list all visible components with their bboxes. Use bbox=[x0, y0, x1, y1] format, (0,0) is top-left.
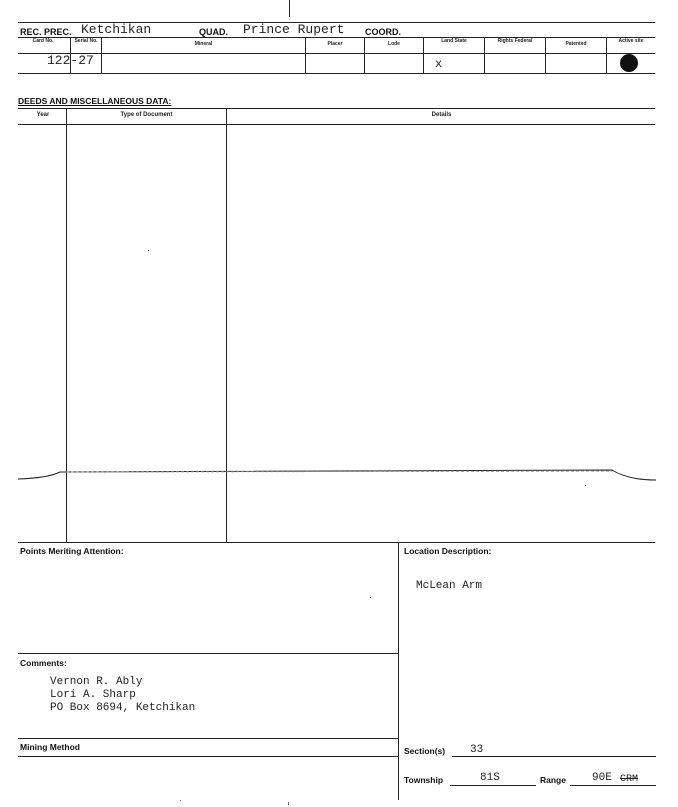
col-header-lode: Lode bbox=[388, 41, 400, 47]
col-header-serial-no: Serial No. bbox=[74, 38, 98, 44]
bottom-section-top-rule bbox=[18, 542, 655, 543]
quad-value: Prince Rupert bbox=[243, 22, 345, 37]
col-header-land-state: Land State bbox=[441, 38, 467, 44]
mining-method-underline bbox=[18, 756, 398, 757]
rec-prec-label: REC. PREC. bbox=[20, 27, 72, 37]
mining-method-top-rule bbox=[18, 738, 398, 739]
scan-speck bbox=[585, 485, 586, 486]
col-header-patented: Patented bbox=[565, 41, 587, 47]
scan-speck bbox=[288, 802, 289, 805]
coord-label: COORD. bbox=[365, 27, 401, 37]
section-fill-line bbox=[452, 756, 656, 757]
active-site-dot-icon bbox=[620, 54, 638, 72]
scan-speck bbox=[180, 800, 181, 801]
township-fill-line bbox=[450, 785, 536, 786]
deeds-col-type: Type of Document bbox=[120, 112, 173, 118]
township-value: 81S bbox=[480, 772, 500, 784]
top-tick-mark bbox=[289, 0, 290, 17]
col-header-card-no: Card No. bbox=[32, 38, 54, 44]
deeds-col-year: Year bbox=[36, 112, 50, 118]
col-header-active-site: Active site bbox=[618, 38, 644, 44]
township-label: Township bbox=[404, 775, 444, 785]
quad-label: QUAD. bbox=[199, 27, 228, 37]
comment-line: PO Box 8694, Ketchikan bbox=[50, 702, 196, 714]
comments-top-rule bbox=[18, 653, 398, 654]
deeds-section-title: DEEDS AND MISCELLANEOUS DATA: bbox=[18, 96, 172, 106]
meridian-value: CRM bbox=[620, 774, 639, 785]
claim-table-top-rule bbox=[18, 37, 655, 38]
col-header-mineral: Mineral bbox=[194, 41, 213, 47]
range-value: 90E bbox=[592, 772, 612, 784]
range-fill-line bbox=[570, 785, 656, 786]
comment-line: Lori A. Sharp bbox=[50, 689, 136, 701]
deeds-col-details: Details bbox=[431, 112, 452, 118]
deeds-header-rule bbox=[18, 124, 655, 125]
location-description-title: Location Description: bbox=[404, 546, 492, 556]
land-state-mark: x bbox=[435, 57, 443, 71]
location-description-value: McLean Arm bbox=[416, 580, 483, 592]
col-header-rights-federal: Rights Federal bbox=[497, 38, 533, 44]
claim-col-divider bbox=[606, 37, 607, 73]
claim-table-header-rule bbox=[18, 53, 655, 54]
scan-speck bbox=[148, 250, 149, 251]
points-meriting-title: Points Meriting Attention: bbox=[20, 546, 124, 556]
range-label: Range bbox=[540, 775, 566, 785]
card-no-value: 122-27 bbox=[47, 53, 94, 68]
mining-method-title: Mining Method bbox=[20, 742, 80, 752]
scan-speck bbox=[370, 597, 371, 598]
claim-table-bottom-rule bbox=[18, 73, 655, 74]
section-value: 33 bbox=[470, 744, 484, 756]
fold-crease-line bbox=[0, 462, 678, 488]
location-divider bbox=[398, 542, 399, 800]
section-label: Section(s) bbox=[404, 746, 446, 756]
comments-title: Comments: bbox=[20, 658, 67, 668]
rec-prec-value: Ketchikan bbox=[81, 22, 152, 37]
deeds-top-rule bbox=[18, 108, 655, 109]
col-header-placer: Placer bbox=[327, 41, 343, 47]
comment-line: Vernon R. Ably bbox=[50, 676, 143, 688]
